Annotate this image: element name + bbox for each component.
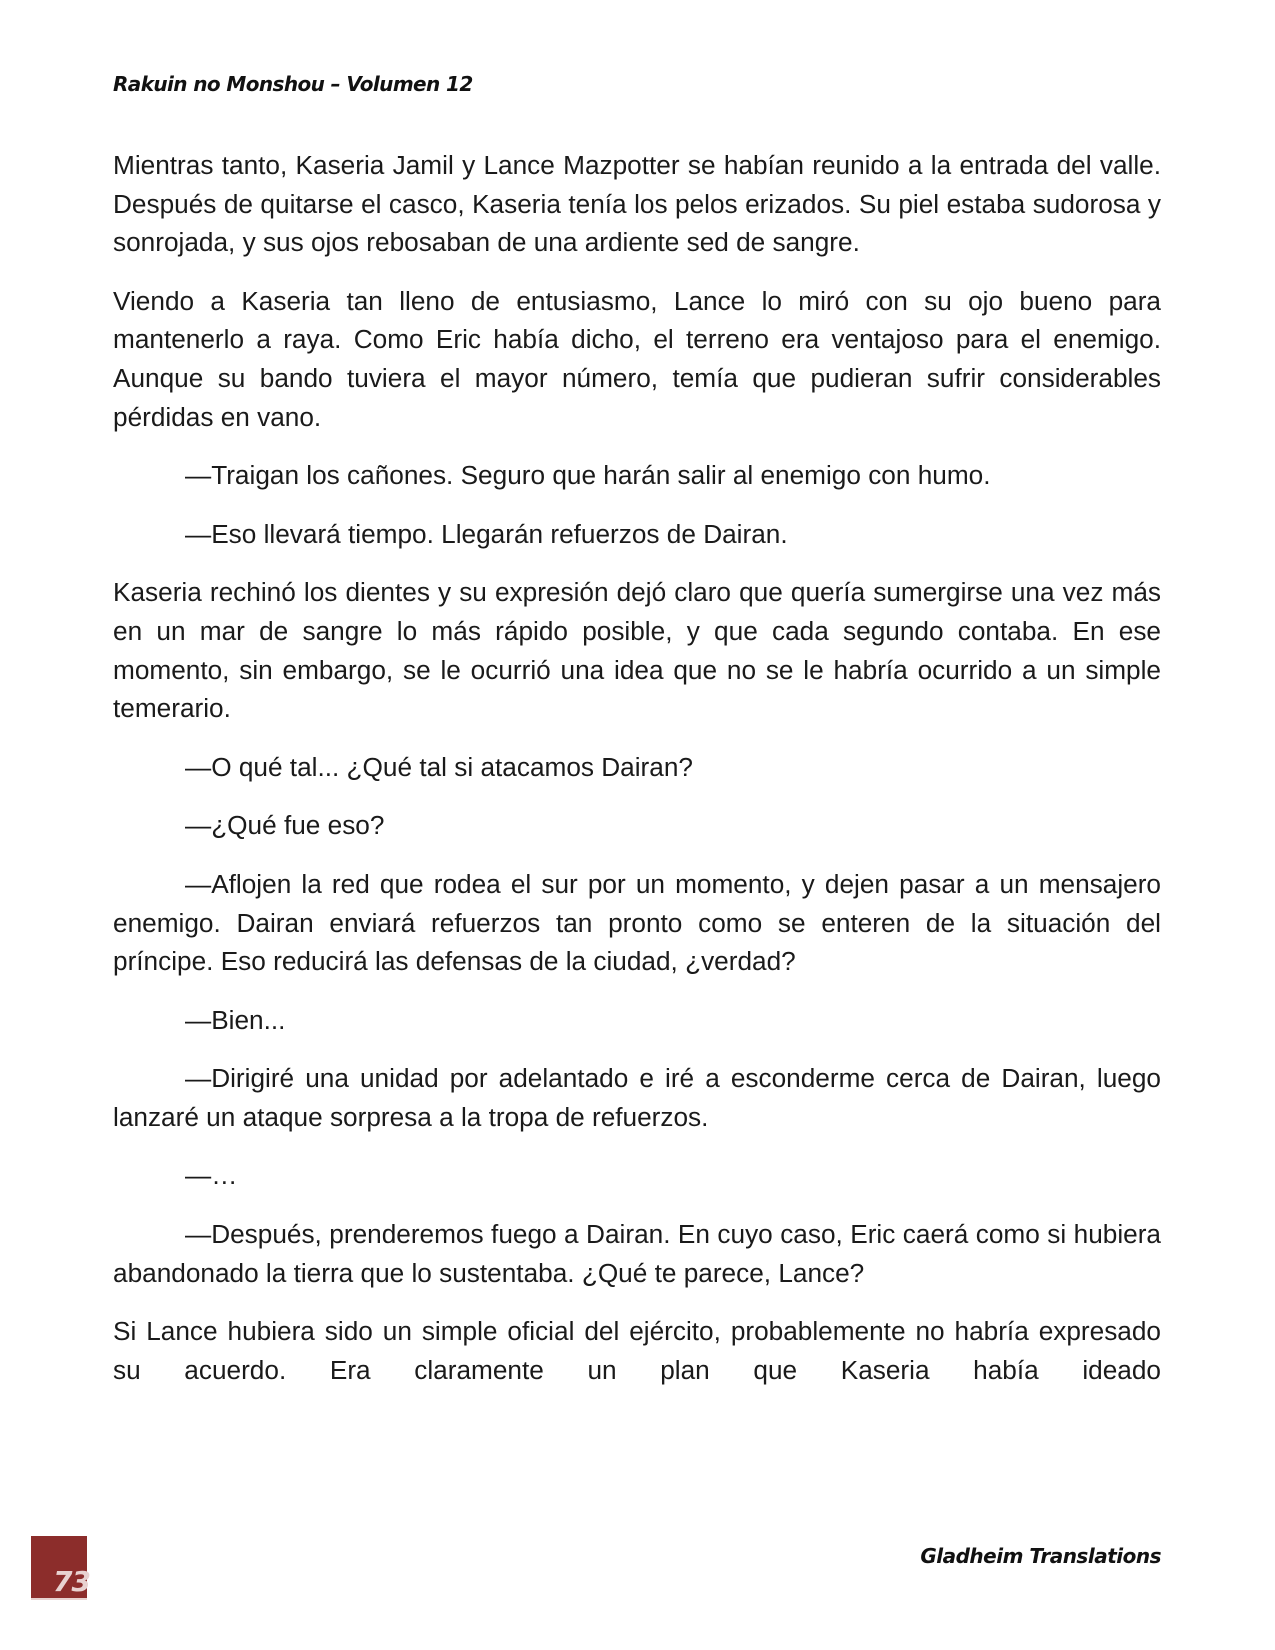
dialogue-line: —Bien... xyxy=(185,1004,286,1035)
dialogue-line: —… xyxy=(185,1160,238,1191)
dialogue-line: —Traigan los cañones. Seguro que harán salir al enemigo con humo. xyxy=(185,460,991,491)
page-number: 73 xyxy=(53,1565,90,1598)
dialogue-line: —Dirigiré una unidad por adelantado e iré a esconderme cerca de Dairan, luego lanzaré un ataque sorpresa a la tropa de refuerzos. xyxy=(113,1063,1161,1132)
page-number-badge xyxy=(31,1536,90,1600)
dialogue-line: —Aflojen la red que rodea el sur por un momento, y dejen pasar a un mensajero enemigo. Dairan enviará refuerzos tan pronto como se enteren de la situación del príncipe. Eso reducirá las defensas de la ciudad, ¿verdad? xyxy=(113,868,1161,977)
dialogue-line: —O qué tal... ¿Qué tal si atacamos Dairan? xyxy=(185,751,693,782)
paragraph: Viendo a Kaseria tan lleno de entusiasmo, Lance lo miró con su ojo bueno para mantenerlo a raya. Como Eric había dicho, el terreno era ventajoso para el enemigo. Aunque su bando tuviera el mayor número, temía que pudieran sufrir considerables pérdidas en vano. xyxy=(113,285,1161,432)
dialogue-line: —¿Qué fue eso? xyxy=(185,810,385,841)
running-header: Rakuin no Monshou – Volumen 12 xyxy=(113,72,473,96)
paragraph: Kaseria rechinó los dientes y su expresión dejó claro que quería sumergirse una vez más en un mar de sangre lo más rápido posible, y que cada segundo contaba. En ese momento, sin embargo, se le ocurrió una idea que no se le habría ocurrido a un simple temerario. xyxy=(113,577,1161,724)
paragraph: Mientras tanto, Kaseria Jamil y Lance Mazpotter se habían reunido a la entrada del valle. Después de quitarse el casco, Kaseria tenía los pelos erizados. Su piel estaba sudorosa y sonrojada, y sus ojos rebosaban de una ardiente sed de sangre. xyxy=(113,150,1161,258)
body-text xyxy=(113,146,1161,1409)
page-number-underline xyxy=(31,1598,87,1600)
footer-credit: Gladheim Translations xyxy=(920,1544,1161,1568)
dialogue-line: —Después, prenderemos fuego a Dairan. En cuyo caso, Eric caerá como si hubiera abandonado la tierra que lo sustentaba. ¿Qué te parece, Lance? xyxy=(113,1219,1161,1288)
dialogue-line: —Eso llevará tiempo. Llegarán refuerzos de Dairan. xyxy=(185,518,788,549)
paragraph: Si Lance hubiera sido un simple oficial del ejército, probablemente no habría expresado su acuerdo. Era claramente un plan que Kaseria había ideado xyxy=(113,1316,1161,1385)
